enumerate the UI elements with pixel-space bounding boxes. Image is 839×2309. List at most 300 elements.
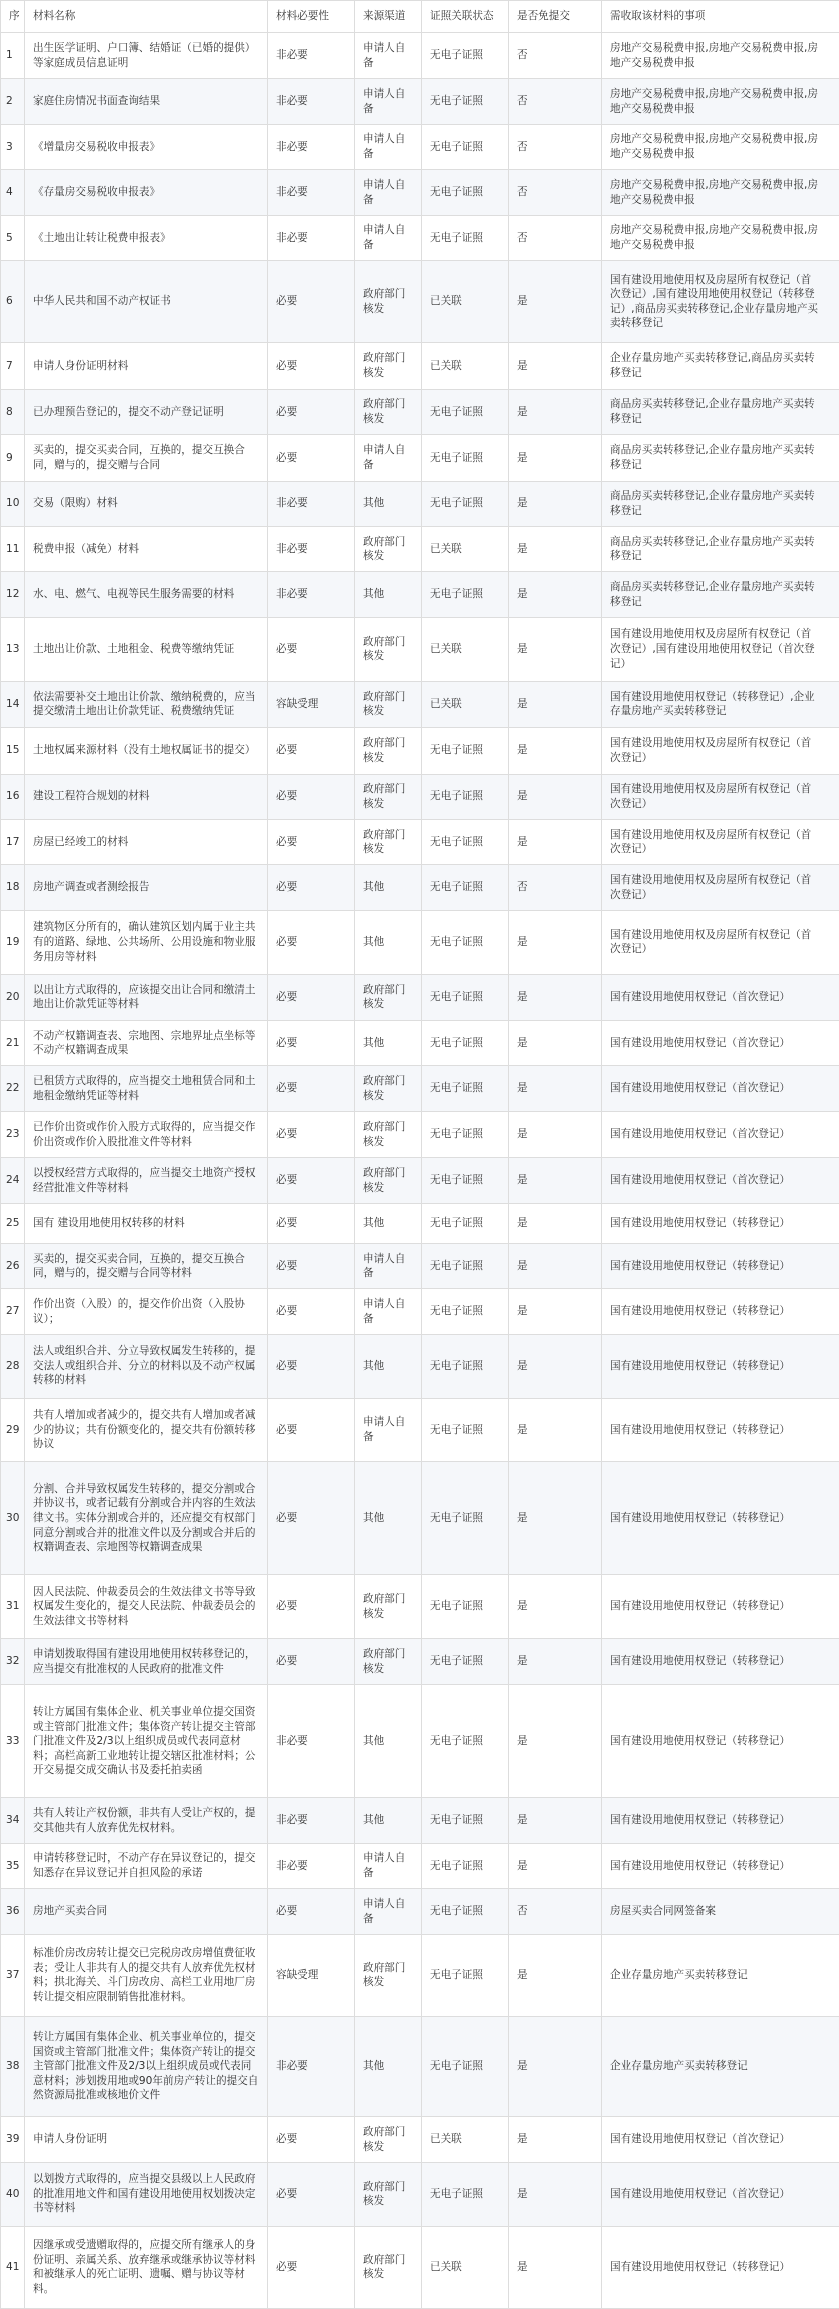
- cell-source-channel: 其他: [355, 910, 422, 974]
- cell-applicable-matters: 国有建设用地使用权及房屋所有权登记（首次登记）: [602, 728, 839, 774]
- cell-license-link-status: 无电子证照: [422, 435, 509, 481]
- cell-applicable-matters: 商品房买卖转移登记,企业存量房地产买卖转移登记: [602, 572, 839, 617]
- cell-applicable-matters: 房地产交易税费申报,房地产交易税费申报,房地产交易税费申报: [602, 215, 839, 260]
- cell-index: 20: [1, 974, 25, 1020]
- header-row: [1, 1, 839, 33]
- cell-applicable-matters: 企业存量房地产买卖转移登记,商品房买卖转移登记: [602, 343, 839, 389]
- cell-source-channel: 申请人自备: [355, 124, 422, 169]
- cell-applicable-matters: 国有建设用地使用权登记（转移登记）: [602, 1462, 839, 1575]
- cell-exempt-submission: 否: [509, 79, 602, 124]
- cell-necessity: 非必要: [268, 79, 355, 124]
- cell-applicable-matters: 国有建设用地使用权登记（转移登记）: [602, 1843, 839, 1888]
- cell-applicable-matters: 国有建设用地使用权登记（首次登记）: [602, 1111, 839, 1157]
- cell-applicable-matters: 国有建设用地使用权登记（首次登记）: [602, 1021, 839, 1066]
- cell-source-channel: 申请人自备: [355, 435, 422, 481]
- cell-applicable-matters: 企业存量房地产买卖转移登记: [602, 2016, 839, 2116]
- cell-exempt-submission: 是: [509, 1685, 602, 1798]
- cell-license-link-status: 无电子证照: [422, 1462, 509, 1575]
- cell-index: 33: [1, 1685, 25, 1798]
- cell-necessity: 必要: [268, 343, 355, 389]
- cell-necessity: 非必要: [268, 215, 355, 260]
- cell-source-channel: 政府部门核发: [355, 1934, 422, 2016]
- cell-material-name: 土地权属来源材料（没有土地权属证书的提交）: [25, 728, 268, 774]
- cell-material-name: 因继承或受遗赠取得的，应提交所有继承人的身份证明、亲属关系、放弃继承或继承协议等材料和被继承人的死亡证明、遗嘱、赠与协议等材料。: [25, 2226, 268, 2309]
- cell-applicable-matters: 商品房买卖转移登记,企业存量房地产买卖转移登记: [602, 389, 839, 434]
- cell-source-channel: 其他: [355, 1685, 422, 1798]
- cell-source-channel: 政府部门核发: [355, 1158, 422, 1203]
- cell-exempt-submission: 是: [509, 1843, 602, 1888]
- cell-index: 30: [1, 1462, 25, 1575]
- cell-license-link-status: 无电子证照: [422, 1158, 509, 1203]
- cell-material-name: 标准价房改房转让提交已完税房改房增值费征收表；受让人非共有人的提交共有人放弃优先权材料；拱北海关、斗门房改房、高栏工业用地厂房转让提交相应限制销售批准材料。: [25, 1934, 268, 2016]
- cell-source-channel: 申请人自备: [355, 1843, 422, 1888]
- cell-license-link-status: 无电子证照: [422, 1066, 509, 1111]
- table-row: [1, 1639, 839, 1685]
- cell-license-link-status: 无电子证照: [422, 728, 509, 774]
- col-header-index: 序: [1, 1, 25, 33]
- table-row: [1, 2117, 839, 2162]
- cell-exempt-submission: 是: [509, 819, 602, 864]
- cell-exempt-submission: 是: [509, 1289, 602, 1334]
- cell-license-link-status: 无电子证照: [422, 1934, 509, 2016]
- cell-applicable-matters: 商品房买卖转移登记,企业存量房地产买卖转移登记: [602, 435, 839, 481]
- cell-applicable-matters: 商品房买卖转移登记,企业存量房地产买卖转移登记: [602, 527, 839, 572]
- table-row: [1, 819, 839, 864]
- cell-material-name: 依法需要补交土地出让价款、缴纳税费的，应当提交缴清土地出让价款凭证、税费缴纳凭证: [25, 681, 268, 727]
- cell-applicable-matters: 国有建设用地使用权及房屋所有权登记（首次登记）: [602, 865, 839, 910]
- cell-exempt-submission: 是: [509, 2162, 602, 2226]
- table-row: [1, 572, 839, 617]
- cell-license-link-status: 无电子证照: [422, 1798, 509, 1843]
- cell-exempt-submission: 是: [509, 910, 602, 974]
- cell-license-link-status: 无电子证照: [422, 79, 509, 124]
- table-row: [1, 1243, 839, 1288]
- cell-material-name: 建设工程符合规划的材料: [25, 774, 268, 819]
- cell-exempt-submission: 是: [509, 1021, 602, 1066]
- col-header-source-channel: 来源渠道: [355, 1, 422, 33]
- cell-material-name: 以授权经营方式取得的，应当提交土地资产授权经营批准文件等材料: [25, 1158, 268, 1203]
- cell-exempt-submission: 是: [509, 681, 602, 727]
- cell-material-name: 申请转移登记时，不动产存在异议登记的，提交知悉存在异议登记并自担风险的承诺: [25, 1843, 268, 1888]
- cell-index: 22: [1, 1066, 25, 1111]
- cell-license-link-status: 无电子证照: [422, 215, 509, 260]
- cell-necessity: 必要: [268, 1203, 355, 1243]
- cell-applicable-matters: 国有建设用地使用权及房屋所有权登记（首次登记）,国有建设用地使用权登记（首次登记）: [602, 617, 839, 681]
- cell-license-link-status: 无电子证照: [422, 2162, 509, 2226]
- cell-material-name: 《存量房交易税收申报表》: [25, 170, 268, 215]
- cell-necessity: 必要: [268, 974, 355, 1020]
- cell-source-channel: 政府部门核发: [355, 389, 422, 434]
- cell-index: 11: [1, 527, 25, 572]
- cell-exempt-submission: 是: [509, 527, 602, 572]
- cell-necessity: 容缺受理: [268, 681, 355, 727]
- col-header-license-link-status: 证照关联状态: [422, 1, 509, 33]
- cell-applicable-matters: 国有建设用地使用权登记（首次登记）: [602, 2162, 839, 2226]
- cell-source-channel: 其他: [355, 1203, 422, 1243]
- cell-exempt-submission: 是: [509, 1798, 602, 1843]
- cell-material-name: 共有人增加或者减少的，提交共有人增加或者减少的协议；共有份额变化的，提交共有份额转移协议: [25, 1398, 268, 1462]
- cell-exempt-submission: 是: [509, 1334, 602, 1398]
- cell-source-channel: 申请人自备: [355, 1398, 422, 1462]
- cell-source-channel: 申请人自备: [355, 215, 422, 260]
- cell-license-link-status: 已关联: [422, 527, 509, 572]
- cell-material-name: 土地出让价款、土地租金、税费等缴纳凭证: [25, 617, 268, 681]
- cell-necessity: 必要: [268, 1111, 355, 1157]
- cell-license-link-status: 无电子证照: [422, 1203, 509, 1243]
- cell-material-name: 《土地出让转让税费申报表》: [25, 215, 268, 260]
- cell-index: 40: [1, 2162, 25, 2226]
- table-row: [1, 389, 839, 434]
- cell-license-link-status: 无电子证照: [422, 865, 509, 910]
- cell-necessity: 必要: [268, 2226, 355, 2309]
- table-row: [1, 481, 839, 526]
- cell-applicable-matters: 国有建设用地使用权登记（转移登记）: [602, 1334, 839, 1398]
- cell-index: 9: [1, 435, 25, 481]
- cell-index: 26: [1, 1243, 25, 1288]
- cell-source-channel: 政府部门核发: [355, 1111, 422, 1157]
- cell-exempt-submission: 是: [509, 1398, 602, 1462]
- cell-exempt-submission: 是: [509, 1462, 602, 1575]
- cell-exempt-submission: 是: [509, 1243, 602, 1288]
- col-header-exempt-submission: 是否免提交: [509, 1, 602, 33]
- cell-exempt-submission: 否: [509, 124, 602, 169]
- cell-license-link-status: 已关联: [422, 2226, 509, 2309]
- cell-source-channel: 其他: [355, 481, 422, 526]
- cell-source-channel: 政府部门核发: [355, 527, 422, 572]
- cell-exempt-submission: 否: [509, 170, 602, 215]
- cell-necessity: 必要: [268, 389, 355, 434]
- cell-necessity: 必要: [268, 2117, 355, 2162]
- cell-index: 12: [1, 572, 25, 617]
- cell-exempt-submission: 是: [509, 774, 602, 819]
- cell-applicable-matters: 房地产交易税费申报,房地产交易税费申报,房地产交易税费申报: [602, 124, 839, 169]
- cell-material-name: 已办理预告登记的，提交不动产登记证明: [25, 389, 268, 434]
- cell-applicable-matters: 国有建设用地使用权登记（首次登记）: [602, 2117, 839, 2162]
- cell-exempt-submission: 是: [509, 343, 602, 389]
- cell-necessity: 必要: [268, 1289, 355, 1334]
- table-body: [1, 33, 839, 2309]
- cell-exempt-submission: 否: [509, 865, 602, 910]
- cell-license-link-status: 无电子证照: [422, 1843, 509, 1888]
- cell-material-name: 水、电、燃气、电视等民生服务需要的材料: [25, 572, 268, 617]
- table-row: [1, 1934, 839, 2016]
- cell-exempt-submission: 是: [509, 572, 602, 617]
- cell-index: 37: [1, 1934, 25, 2016]
- cell-source-channel: 政府部门核发: [355, 1639, 422, 1685]
- cell-index: 7: [1, 343, 25, 389]
- cell-license-link-status: 无电子证照: [422, 481, 509, 526]
- cell-license-link-status: 无电子证照: [422, 1021, 509, 1066]
- cell-source-channel: 政府部门核发: [355, 261, 422, 343]
- table-row: [1, 1203, 839, 1243]
- cell-exempt-submission: 是: [509, 2117, 602, 2162]
- cell-license-link-status: 无电子证照: [422, 1243, 509, 1288]
- cell-source-channel: 政府部门核发: [355, 774, 422, 819]
- cell-index: 32: [1, 1639, 25, 1685]
- cell-necessity: 必要: [268, 617, 355, 681]
- cell-applicable-matters: 国有建设用地使用权登记（转移登记）: [602, 1685, 839, 1798]
- cell-applicable-matters: 国有建设用地使用权登记（首次登记）: [602, 1066, 839, 1111]
- cell-index: 2: [1, 79, 25, 124]
- cell-index: 6: [1, 261, 25, 343]
- cell-necessity: 非必要: [268, 572, 355, 617]
- cell-source-channel: 其他: [355, 2016, 422, 2116]
- cell-exempt-submission: 是: [509, 1111, 602, 1157]
- cell-index: 39: [1, 2117, 25, 2162]
- cell-source-channel: 政府部门核发: [355, 343, 422, 389]
- cell-material-name: 以划拨方式取得的，应当提交县级以上人民政府的批准用地文件和国有建设用地使用权划拨决定书等材料: [25, 2162, 268, 2226]
- cell-index: 14: [1, 681, 25, 727]
- cell-applicable-matters: 房地产交易税费申报,房地产交易税费申报,房地产交易税费申报: [602, 33, 839, 79]
- cell-exempt-submission: 否: [509, 1889, 602, 1934]
- cell-license-link-status: 无电子证照: [422, 572, 509, 617]
- cell-necessity: 非必要: [268, 2016, 355, 2116]
- cell-exempt-submission: 是: [509, 728, 602, 774]
- cell-license-link-status: 无电子证照: [422, 1334, 509, 1398]
- table-row: [1, 1843, 839, 1888]
- cell-license-link-status: 已关联: [422, 343, 509, 389]
- table-row: [1, 124, 839, 169]
- cell-applicable-matters: 国有建设用地使用权登记（转移登记）: [602, 1398, 839, 1462]
- cell-source-channel: 政府部门核发: [355, 2226, 422, 2309]
- cell-index: 13: [1, 617, 25, 681]
- cell-necessity: 必要: [268, 435, 355, 481]
- cell-exempt-submission: 是: [509, 1639, 602, 1685]
- cell-index: 29: [1, 1398, 25, 1462]
- cell-source-channel: 政府部门核发: [355, 2117, 422, 2162]
- cell-material-name: 法人或组织合并、分立导致权属发生转移的，提交法人或组织合并、分立的材料以及不动产权属转移的材料: [25, 1334, 268, 1398]
- cell-necessity: 必要: [268, 1243, 355, 1288]
- cell-material-name: 申请人身份证明: [25, 2117, 268, 2162]
- table-row: [1, 681, 839, 727]
- cell-material-name: 以出让方式取得的，应该提交出让合同和缴清土地出让价款凭证等材料: [25, 974, 268, 1020]
- cell-necessity: 非必要: [268, 1843, 355, 1888]
- cell-index: 24: [1, 1158, 25, 1203]
- cell-necessity: 必要: [268, 865, 355, 910]
- cell-exempt-submission: 是: [509, 617, 602, 681]
- cell-license-link-status: 无电子证照: [422, 819, 509, 864]
- table-row: [1, 728, 839, 774]
- cell-necessity: 必要: [268, 2162, 355, 2226]
- cell-applicable-matters: 房地产交易税费申报,房地产交易税费申报,房地产交易税费申报: [602, 79, 839, 124]
- table-row: [1, 1798, 839, 1843]
- cell-source-channel: 其他: [355, 1021, 422, 1066]
- table-row: [1, 910, 839, 974]
- table-row: [1, 261, 839, 343]
- cell-necessity: 必要: [268, 819, 355, 864]
- cell-license-link-status: 无电子证照: [422, 910, 509, 974]
- cell-index: 23: [1, 1111, 25, 1157]
- cell-necessity: 必要: [268, 728, 355, 774]
- cell-necessity: 必要: [268, 774, 355, 819]
- cell-license-link-status: 无电子证照: [422, 1398, 509, 1462]
- table-row: [1, 1334, 839, 1398]
- cell-material-name: 分割、合并导致权属发生转移的，提交分割或合并协议书，或者记载有分割或合并内容的生效法律文书。实体分割或合并的，还应提交有权部门同意分割或合并的批准文件以及分割或合并后的权籍调查表、宗地图等权籍调查成果: [25, 1462, 268, 1575]
- cell-necessity: 必要: [268, 1639, 355, 1685]
- cell-exempt-submission: 是: [509, 2016, 602, 2116]
- cell-source-channel: 其他: [355, 572, 422, 617]
- cell-license-link-status: 已关联: [422, 617, 509, 681]
- cell-index: 19: [1, 910, 25, 974]
- cell-exempt-submission: 是: [509, 481, 602, 526]
- cell-license-link-status: 无电子证照: [422, 1111, 509, 1157]
- cell-applicable-matters: 房屋买卖合同网签备案: [602, 1889, 839, 1934]
- cell-material-name: 房地产买卖合同: [25, 1889, 268, 1934]
- cell-index: 27: [1, 1289, 25, 1334]
- cell-exempt-submission: 是: [509, 1203, 602, 1243]
- cell-exempt-submission: 是: [509, 1575, 602, 1639]
- cell-material-name: 房地产调查或者测绘报告: [25, 865, 268, 910]
- cell-license-link-status: 无电子证照: [422, 774, 509, 819]
- cell-applicable-matters: 国有建设用地使用权登记（首次登记）: [602, 1158, 839, 1203]
- cell-material-name: 作价出资（入股）的，提交作价出资（入股协议）；: [25, 1289, 268, 1334]
- cell-applicable-matters: 国有建设用地使用权及房屋所有权登记（首次登记）: [602, 910, 839, 974]
- cell-exempt-submission: 是: [509, 1934, 602, 2016]
- cell-necessity: 非必要: [268, 33, 355, 79]
- cell-exempt-submission: 是: [509, 974, 602, 1020]
- cell-license-link-status: 无电子证照: [422, 1289, 509, 1334]
- cell-necessity: 必要: [268, 1334, 355, 1398]
- cell-source-channel: 政府部门核发: [355, 1575, 422, 1639]
- cell-source-channel: 其他: [355, 865, 422, 910]
- cell-material-name: 申请人身份证明材料: [25, 343, 268, 389]
- table-row: [1, 435, 839, 481]
- cell-necessity: 必要: [268, 1462, 355, 1575]
- cell-index: 21: [1, 1021, 25, 1066]
- cell-source-channel: 政府部门核发: [355, 681, 422, 727]
- table-row: [1, 2016, 839, 2116]
- cell-necessity: 必要: [268, 1889, 355, 1934]
- cell-applicable-matters: 国有建设用地使用权及房屋所有权登记（首次登记）,国有建设用地使用权登记（转移登记）,商品房买卖转移登记,企业存量房地产买卖转移登记: [602, 261, 839, 343]
- cell-source-channel: 政府部门核发: [355, 1066, 422, 1111]
- cell-index: 15: [1, 728, 25, 774]
- cell-material-name: 《增量房交易税收申报表》: [25, 124, 268, 169]
- cell-source-channel: 政府部门核发: [355, 974, 422, 1020]
- cell-necessity: 非必要: [268, 170, 355, 215]
- cell-necessity: 非必要: [268, 481, 355, 526]
- cell-index: 8: [1, 389, 25, 434]
- cell-necessity: 必要: [268, 1021, 355, 1066]
- table-row: [1, 1066, 839, 1111]
- cell-exempt-submission: 是: [509, 435, 602, 481]
- cell-applicable-matters: 国有建设用地使用权及房屋所有权登记（首次登记）: [602, 774, 839, 819]
- cell-applicable-matters: 国有建设用地使用权登记（转移登记）,企业存量房地产买卖转移登记: [602, 681, 839, 727]
- cell-index: 25: [1, 1203, 25, 1243]
- cell-index: 18: [1, 865, 25, 910]
- cell-license-link-status: 无电子证照: [422, 1889, 509, 1934]
- cell-index: 38: [1, 2016, 25, 2116]
- cell-source-channel: 申请人自备: [355, 1889, 422, 1934]
- cell-material-name: 建筑物区分所有的，确认建筑区划内属于业主共有的道路、绿地、公共场所、公用设施和物业服务用房等材料: [25, 910, 268, 974]
- cell-license-link-status: 无电子证照: [422, 974, 509, 1020]
- cell-material-name: 转让方属国有集体企业、机关事业单位的，提交国资或主管部门批准文件；集体资产转让的提交主管部门批准文件及2/3以上组织成员或代表同意材料；涉划拨用地或90年前房产转让的提交自然资源局批准或核地价文件: [25, 2016, 268, 2116]
- table-row: [1, 774, 839, 819]
- cell-source-channel: 政府部门核发: [355, 2162, 422, 2226]
- cell-source-channel: 政府部门核发: [355, 617, 422, 681]
- cell-source-channel: 政府部门核发: [355, 728, 422, 774]
- cell-exempt-submission: 否: [509, 215, 602, 260]
- cell-exempt-submission: 是: [509, 1066, 602, 1111]
- cell-source-channel: 申请人自备: [355, 170, 422, 215]
- cell-exempt-submission: 否: [509, 33, 602, 79]
- cell-material-name: 因人民法院、仲裁委员会的生效法律文书等导致权属发生变化的，提交人民法院、仲裁委员会的生效法律文书等材料: [25, 1575, 268, 1639]
- cell-source-channel: 申请人自备: [355, 33, 422, 79]
- cell-license-link-status: 无电子证照: [422, 1685, 509, 1798]
- cell-necessity: 非必要: [268, 527, 355, 572]
- cell-license-link-status: 无电子证照: [422, 124, 509, 169]
- cell-necessity: 必要: [268, 1575, 355, 1639]
- cell-material-name: 买卖的，提交买卖合同，互换的，提交互换合同，赠与的，提交赠与合同等材料: [25, 1243, 268, 1288]
- cell-index: 5: [1, 215, 25, 260]
- cell-index: 3: [1, 124, 25, 169]
- col-header-applicable-matters: 需收取该材料的事项: [602, 1, 839, 33]
- cell-applicable-matters: 国有建设用地使用权登记（转移登记）: [602, 1798, 839, 1843]
- cell-material-name: 交易（限购）材料: [25, 481, 268, 526]
- table-row: [1, 1021, 839, 1066]
- cell-license-link-status: 无电子证照: [422, 2016, 509, 2116]
- table-row: [1, 1575, 839, 1639]
- table-row: [1, 1685, 839, 1798]
- table-row: [1, 1289, 839, 1334]
- cell-applicable-matters: 国有建设用地使用权登记（首次登记）: [602, 974, 839, 1020]
- cell-applicable-matters: 商品房买卖转移登记,企业存量房地产买卖转移登记: [602, 481, 839, 526]
- table-row: [1, 215, 839, 260]
- cell-applicable-matters: 国有建设用地使用权登记（转移登记）: [602, 1289, 839, 1334]
- cell-license-link-status: 无电子证照: [422, 389, 509, 434]
- table-row: [1, 343, 839, 389]
- cell-material-name: 已作价出资或作价入股方式取得的，应当提交作价出资或作价入股批准文件等材料: [25, 1111, 268, 1157]
- table-row: [1, 527, 839, 572]
- table-row: [1, 2162, 839, 2226]
- table-row: [1, 79, 839, 124]
- cell-source-channel: 其他: [355, 1462, 422, 1575]
- table-row: [1, 974, 839, 1020]
- cell-license-link-status: 无电子证照: [422, 170, 509, 215]
- cell-necessity: 非必要: [268, 1798, 355, 1843]
- cell-applicable-matters: 国有建设用地使用权登记（转移登记）: [602, 1243, 839, 1288]
- cell-necessity: 必要: [268, 1158, 355, 1203]
- cell-necessity: 必要: [268, 1066, 355, 1111]
- table-row: [1, 33, 839, 79]
- cell-index: 16: [1, 774, 25, 819]
- cell-material-name: 买卖的，提交买卖合同，互换的，提交互换合同，赠与的，提交赠与合同: [25, 435, 268, 481]
- cell-applicable-matters: 房地产交易税费申报,房地产交易税费申报,房地产交易税费申报: [602, 170, 839, 215]
- cell-necessity: 必要: [268, 910, 355, 974]
- cell-applicable-matters: 企业存量房地产买卖转移登记: [602, 1934, 839, 2016]
- table-row: [1, 1158, 839, 1203]
- table-row: [1, 1889, 839, 1934]
- cell-material-name: 转让方属国有集体企业、机关事业单位提交国资或主管部门批准文件；集体资产转让提交主管部门批准文件及2/3以上组织成员或代表同意材料；高栏高新工业地转让提交辖区批准材料；公开交易提交成交确认书及委托拍卖函: [25, 1685, 268, 1798]
- cell-index: 41: [1, 2226, 25, 2309]
- cell-necessity: 容缺受理: [268, 1934, 355, 2016]
- cell-material-name: 共有人转让产权份额，非共有人受让产权的，提交其他共有人放弃优先权材料。: [25, 1798, 268, 1843]
- cell-exempt-submission: 是: [509, 1158, 602, 1203]
- table-header: [1, 1, 839, 33]
- cell-exempt-submission: 是: [509, 2226, 602, 2309]
- cell-necessity: 非必要: [268, 1685, 355, 1798]
- cell-exempt-submission: 是: [509, 389, 602, 434]
- cell-license-link-status: 已关联: [422, 261, 509, 343]
- cell-material-name: 出生医学证明、户口簿、结婚证（已婚的提供）等家庭成员信息证明: [25, 33, 268, 79]
- cell-index: 4: [1, 170, 25, 215]
- table-row: [1, 617, 839, 681]
- cell-applicable-matters: 国有建设用地使用权登记（转移登记）: [602, 1203, 839, 1243]
- cell-applicable-matters: 国有建设用地使用权登记（转移登记）: [602, 1639, 839, 1685]
- cell-index: 1: [1, 33, 25, 79]
- cell-applicable-matters: 国有建设用地使用权登记（转移登记）: [602, 2226, 839, 2309]
- cell-index: 28: [1, 1334, 25, 1398]
- col-header-necessity: 材料必要性: [268, 1, 355, 33]
